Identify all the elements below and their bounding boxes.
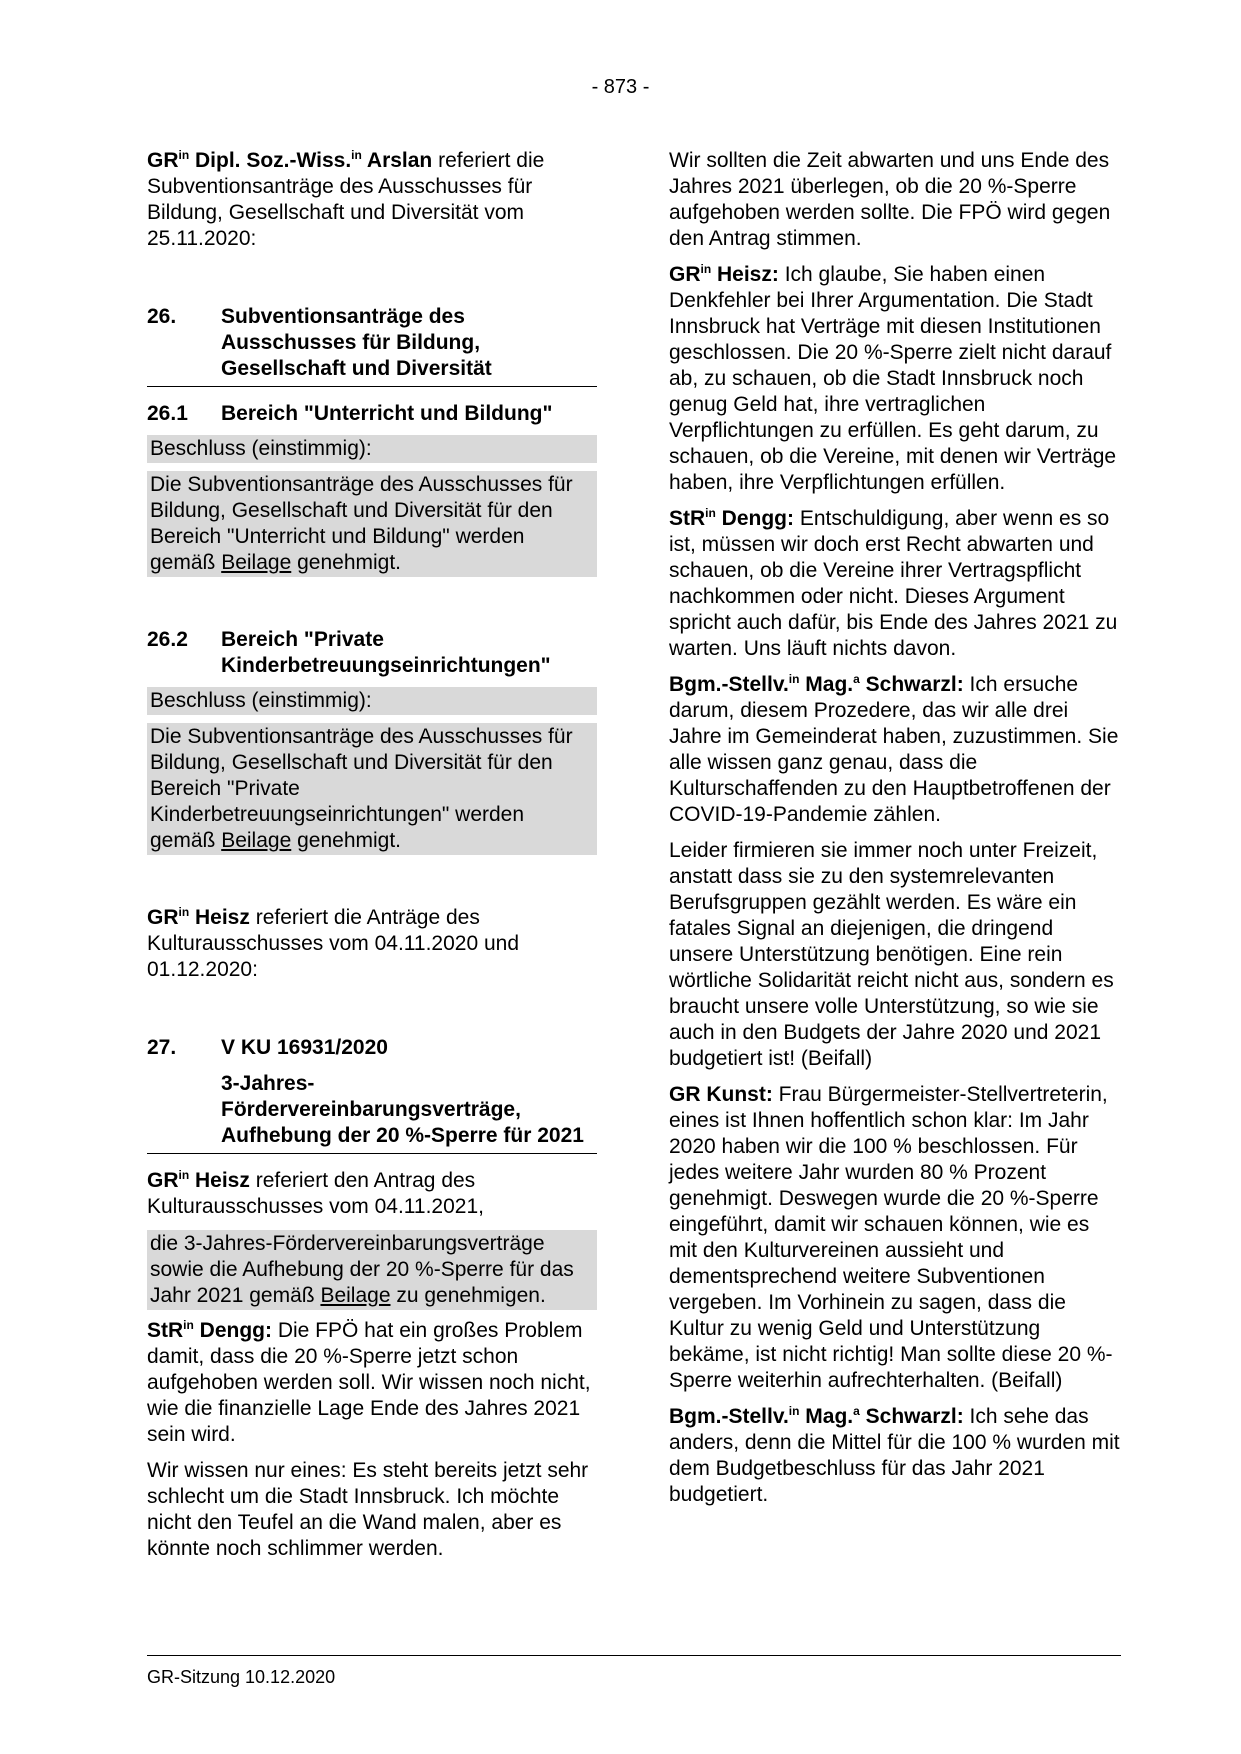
speaker: Dipl. Soz.-Wiss. (189, 149, 352, 172)
superscript: in (178, 905, 190, 919)
paragraph-text: Ich ersuche darum, diesem Prozedere, das wir alle drei Jahre im Gemeinderat haben, zuzustimmen. Sie alle wissen ganz genau, dass die Kulturschaffenden zu den Hauptbetroffenen der COVID-19-Pandemie zählen. (669, 673, 1119, 826)
paragraph-dengg-cont (147, 1458, 597, 1562)
speaker: Schwarzl: (859, 1405, 964, 1428)
superscript: in (183, 1318, 194, 1332)
section-heading-27 (147, 1035, 597, 1154)
speaker: Schwarzl: (859, 673, 964, 696)
speaker: StR (147, 1319, 184, 1342)
beschluss-body: Die Subventionsanträge des Ausschusses für Bildung, Gesellschaft und Diversität für den Bereich "Unterricht und Bildung" werden gemäß (150, 473, 573, 574)
superscript: in (788, 672, 800, 686)
beschluss-body: genehmigt. (291, 551, 402, 574)
footer-divider (147, 1655, 1121, 1656)
beilage-link[interactable]: Beilage (221, 829, 292, 852)
superscript: in (178, 1168, 190, 1182)
superscript: in (351, 148, 362, 162)
paragraph-text: Wir sollten die Zeit abwarten und uns Ende des Jahres 2021 überlegen, ob die 20 %-Sperre aufgehoben werden sollte. Die FPÖ wird gegen den Antrag stimmen. (669, 149, 1111, 250)
speaker: Mag. (799, 673, 854, 696)
section-heading-26-2 (147, 627, 597, 679)
spacer (147, 863, 597, 905)
section-number: 27. (147, 1036, 177, 1059)
paragraph-text: referiert die Subventionsanträge des Ausschusses für Bildung, Gesellschaft und Diversität vom 25.11.2020: (147, 149, 545, 250)
speaker: GR Kunst: (669, 1083, 773, 1106)
left-column (147, 148, 597, 1572)
speaker: Bgm.-Stellv. (669, 673, 789, 696)
antrag-body: die 3-Jahres-Fördervereinbarungsverträge sowie die Aufhebung der 20 %-Sperre für das Jahr 2021 gemäß (150, 1232, 574, 1307)
beschluss-body: Die Subventionsanträge des Ausschusses für Bildung, Gesellschaft und Diversität für den Bereich "Private Kinderbetreuungseinrichtungen" werden gemäß (150, 725, 573, 852)
paragraph-text: Die FPÖ hat ein großes Problem damit, dass die 20 %-Sperre jetzt schon aufgehoben werden soll. Wir wissen noch nicht, wie die finanzielle Lage Ende des Jahres 2021 sein wird. (147, 1319, 591, 1446)
paragraph-text: Wir wissen nur eines: Es steht bereits jetzt sehr schlecht um die Stadt Innsbruck. Ich möchte nicht den Teufel an die Wand malen, aber es könnte noch schlimmer werden. (147, 1459, 589, 1560)
section-heading-26 (147, 304, 597, 387)
spacer (147, 585, 597, 627)
beschluss-label: Beschluss (einstimmig): (147, 687, 597, 715)
section-heading-26-1 (147, 401, 597, 427)
speaker: Heisz (189, 1169, 250, 1192)
superscript: a (853, 1404, 860, 1418)
paragraph-text: Ich glaube, Sie haben einen Denkfehler bei Ihrer Argumentation. Die Stadt Innsbruck hat Verträge mit diesen Institutionen geschlossen. Die 20 %-Sperre zielt nicht darauf ab, zu schauen, ob die Stadt Innsbruck noch genug Geld hat, ihre vertraglichen Verpflichtungen zu erfüllen. Es geht darum, zu schauen, ob die Vereine, mit denen wir Verträge haben, ihre Verpflichtungen erfüllen. (669, 263, 1117, 494)
paragraph-text: Leider firmieren sie immer noch unter Freizeit, anstatt dass sie zu den systemrelevanten Berufsgruppen gezählt werden. Es wäre ein fatales Signal an diejenigen, die dringend unsere Unterstützung benötigen. Eine rein wörtliche Solidarität reicht nicht aus, sondern es braucht unsere volle Unterstützung, so wie sie auch in den Budgets der Jahre 2020 und 2021 budgetiert ist! (Beifall) (669, 839, 1114, 1070)
speaker: GR (147, 1169, 179, 1192)
paragraph-heisz (669, 262, 1121, 496)
section-title-block (221, 1035, 597, 1149)
beilage-link[interactable]: Beilage (221, 551, 292, 574)
superscript: in (788, 1404, 800, 1418)
section-title: Bereich "Private Kinderbetreuungseinrichtungen" (221, 628, 551, 677)
spacer (147, 262, 597, 304)
speaker: GR (669, 263, 701, 286)
beschluss-text (147, 723, 597, 855)
paragraph-text: referiert die Anträge des Kulturausschusses vom 04.11.2020 und 01.12.2020: (147, 906, 520, 981)
paragraph-dengg-cont2 (669, 148, 1121, 252)
paragraph-intro-arslan (147, 148, 597, 252)
right-column (669, 148, 1121, 1518)
paragraph-schwarzl (669, 672, 1121, 828)
speaker: Dengg: (715, 507, 794, 530)
footer-text: GR-Sitzung 10.12.2020 (147, 1667, 336, 1687)
speaker: GR (147, 149, 179, 172)
section-number: 26.1 (147, 402, 188, 425)
paragraph-heisz-antrag (147, 1168, 597, 1220)
beschluss-label: Beschluss (einstimmig): (147, 435, 597, 463)
section-title: Bereich "Unterricht und Bildung" (221, 402, 553, 425)
paragraph-schwarzl-2 (669, 1404, 1121, 1508)
speaker: Heisz (189, 906, 250, 929)
speaker: GR (147, 906, 179, 929)
antrag-body: zu genehmigen. (390, 1284, 546, 1307)
beilage-link[interactable]: Beilage (320, 1284, 391, 1307)
section-reference: V KU 16931/2020 (221, 1036, 388, 1059)
superscript: in (178, 148, 190, 162)
section-number: 26.2 (147, 628, 188, 651)
paragraph-text: Frau Bürgermeister-Stellvertreterin, eines ist Ihnen hoffentlich schon klar: Im Jahr 2020 haben wir die 100 % beschlossen. Für jedes weitere Jahr wurden 80 % Prozent genehmigt. Deswegen wurde die 20 %-Sperre eingeführt, damit wir schauen können, wie es mit den Kulturvereinen aussieht und dementsprechend weitere Subventionen vergeben. Im Vorhinein zu sagen, dass die Kultur zu wenig Geld und Unterstützung bekäme, ist nicht richtig! Man sollte diese 20 %-Sperre weiterhin aufrechterhalten. (Beifall) (669, 1083, 1113, 1392)
paragraph-dengg (669, 506, 1121, 662)
antrag-text (147, 1230, 597, 1310)
superscript: in (705, 506, 716, 520)
superscript: in (700, 262, 712, 276)
speaker: Mag. (799, 1405, 854, 1428)
paragraph-text: Entschuldigung, aber wenn es so ist, müssen wir doch erst Recht abwarten und schauen, ob die Vereine ihrer Vertragspflicht nachkommen oder nicht. Dieses Argument spricht auch dafür, bis Ende des Jahres 2021 zu warten. Uns läuft nichts davon. (669, 507, 1118, 660)
speaker: Heisz: (711, 263, 779, 286)
section-title: 3-Jahres-Fördervereinbarungsverträge, Aufhebung der 20 %-Sperre für 2021 (221, 1072, 584, 1147)
paragraph-text: Ich sehe das anders, denn die Mittel für die 100 % wurden mit dem Budgetbeschluss für das Jahr 2021 budgetiert. (669, 1405, 1120, 1506)
speaker: StR (669, 507, 706, 530)
paragraph-dengg (147, 1318, 597, 1448)
paragraph-text: referiert den Antrag des Kulturausschusses vom 04.11.2021, (147, 1169, 484, 1218)
paragraph-kunst (669, 1082, 1121, 1394)
page-number: - 873 - (591, 76, 650, 98)
beschluss-text (147, 471, 597, 577)
speaker: Bgm.-Stellv. (669, 1405, 789, 1428)
speaker: Dengg: (193, 1319, 272, 1342)
paragraph-intro-heisz (147, 905, 597, 983)
spacer (147, 993, 597, 1035)
section-number: 26. (147, 305, 177, 328)
speaker: Arslan (361, 149, 433, 172)
beschluss-body: genehmigt. (291, 829, 402, 852)
section-title: Subventionsanträge des Ausschusses für Bildung, Gesellschaft und Diversität (221, 305, 492, 380)
paragraph-schwarzl-cont (669, 838, 1121, 1072)
superscript: a (853, 672, 860, 686)
